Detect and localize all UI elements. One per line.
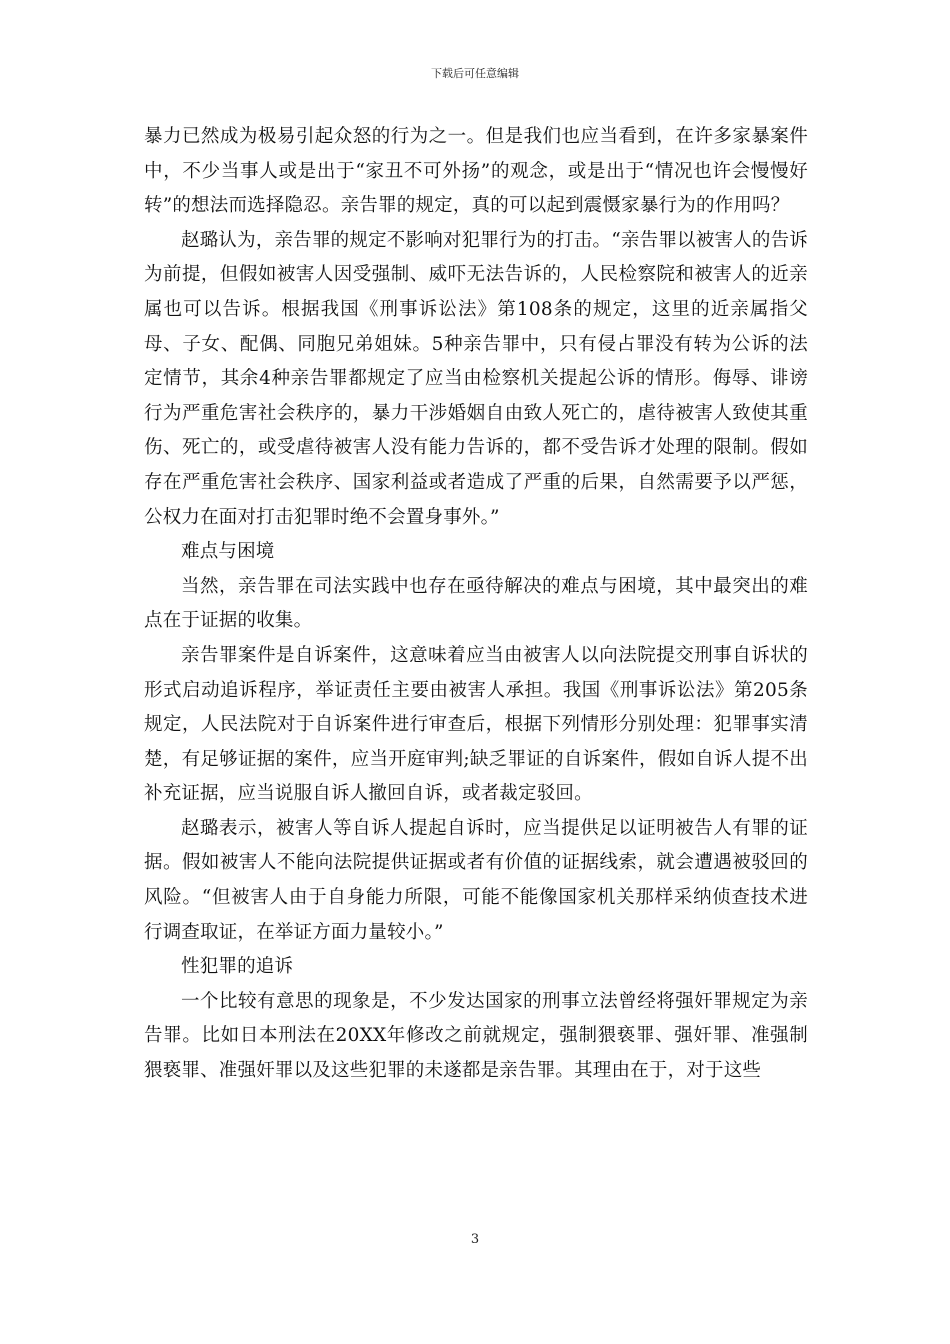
section-heading: 性犯罪的追诉 [181,956,294,978]
section-heading: 难点与困境 [181,541,275,563]
page-header: 下载后可任意编辑 [431,67,519,80]
paragraph: 当然，亲告罪在司法实践中也存在亟待解决的难点与困境，其中最突出的难点在于证据的收集。 [144,575,808,632]
paragraph: 亲告罪案件是自诉案件，这意味着应当由被害人以向法院提交刑事自诉状的形式启动追诉程序，举证责任主要由被害人承担。我国《刑事诉讼法》第205条规定，人民法院对于自诉案件进行审查后，根据下列情形分别处理：犯罪事实清楚，有足够证据的案件，应当开庭审判;缺乏罪证的自诉案件，假如自诉人提不出补充证据，应当说服自诉人撤回自诉，或者裁定驳回。 [144,644,808,805]
paragraph: 一个比较有意思的现象是，不少发达国家的刑事立法曾经将强奸罪规定为亲告罪。比如日本刑法在20XX年修改之前就规定，强制猥亵罪、强奸罪、准强制猥亵罪、准强奸罪以及这些犯罪的未遂都是亲告罪。其理由在于，对于这些 [144,990,808,1082]
paragraph: 赵璐表示，被害人等自诉人提起自诉时，应当提供足以证明被告人有罪的证据。假如被害人不能向法院提供证据或者有价值的证据线索，就会遭遇被驳回的风险。“但被害人由于自身能力所限，可能不能像国家机关那样采纳侦查技术进行调查取证，在举证方面力量较小。” [144,817,808,943]
page-number: 3 [470,1232,480,1247]
document-body [144,120,808,1089]
paragraph: 暴力已然成为极易引起众怒的行为之一。但是我们也应当看到，在许多家暴案件中，不少当事人或是出于“家丑不可外扬”的观念，或是出于“情况也许会慢慢好转”的想法而选择隐忍。亲告罪的规定，真的可以起到震慑家暴行为的作用吗？ [144,126,808,217]
paragraph: 赵璐认为，亲告罪的规定不影响对犯罪行为的打击。“亲告罪以被害人的告诉为前提，但假如被害人因受强制、威吓无法告诉的，人民检察院和被害人的近亲属也可以告诉。根据我国《刑事诉讼法》第108条的规定，这里的近亲属指父母、子女、配偶、同胞兄弟姐妹。5种亲告罪中，只有侵占罪没有转为公诉的法定情节，其余4种亲告罪都规定了应当由检察机关提起公诉的情形。侮辱、诽谤行为严重危害社会秩序的，暴力干涉婚姻自由致人死亡的，虐待被害人致使其重伤、死亡的，或受虐待被害人没有能力告诉的，都不受告诉才处理的限制。假如存在严重危害社会秩序、国家利益或者造成了严重的后果，自然需要予以严惩，公权力在面对打击犯罪时绝不会置身事外。” [144,229,808,528]
